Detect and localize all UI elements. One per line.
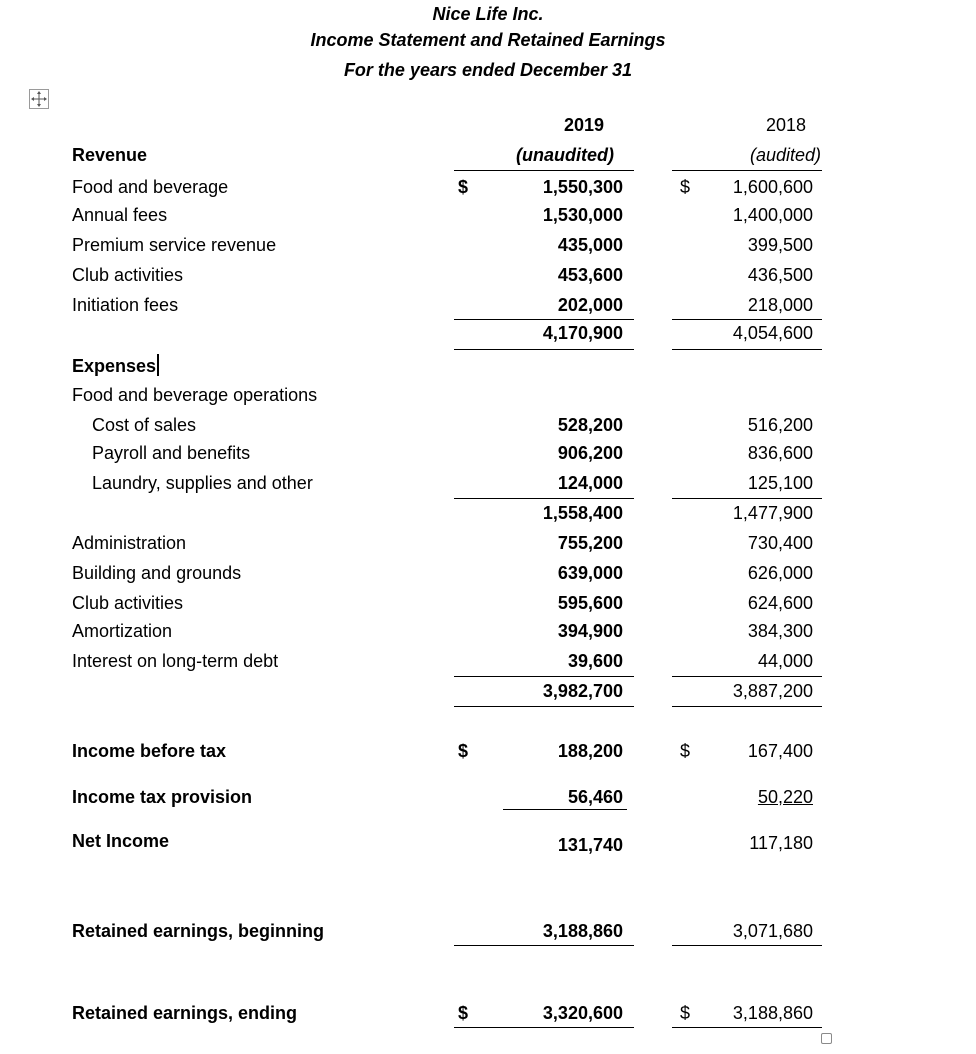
expense-row-label: Interest on long-term debt xyxy=(72,651,279,671)
re-ending-2018: 3,188,860 xyxy=(732,1003,813,1023)
revenue-row-2019: 202,000 xyxy=(557,295,623,315)
revenue-row-label: Premium service revenue xyxy=(72,235,277,255)
fb-subtotal-rule-2018 xyxy=(672,498,822,499)
net-income-label: Net Income xyxy=(72,831,170,851)
re-beginning-rule-2019 xyxy=(454,945,634,946)
expense-row-label: Amortization xyxy=(72,621,173,641)
expenses-heading xyxy=(72,354,159,377)
fb-total-2018: 1,477,900 xyxy=(732,503,813,523)
re-ending-2019: 3,320,600 xyxy=(542,1003,623,1023)
revenue-row-2019: 1,550,300 xyxy=(542,177,623,197)
expense-row-2018: 730,400 xyxy=(747,533,813,553)
fb-row-2018: 516,200 xyxy=(747,415,813,435)
expense-row-2018: 384,300 xyxy=(747,621,813,641)
income-before-tax-2018: 167,400 xyxy=(747,741,813,761)
tax-provision-label: Income tax provision xyxy=(72,787,253,807)
revenue-total-rule-2018 xyxy=(672,349,822,350)
revenue-row-2018: 436,500 xyxy=(747,265,813,285)
revenue-row-label: Initiation fees xyxy=(72,295,179,315)
currency-symbol: $ xyxy=(458,741,469,761)
net-income-2018: 117,180 xyxy=(749,833,813,853)
revenue-total-2018: 4,054,600 xyxy=(732,323,813,343)
column-header-2019: 2019 xyxy=(563,115,604,135)
expense-row-2019: 394,900 xyxy=(557,621,623,641)
expenses-total-2019: 3,982,700 xyxy=(542,681,623,701)
expenses-total-2018: 3,887,200 xyxy=(732,681,813,701)
re-ending-rule-2018 xyxy=(672,1027,822,1028)
expense-row-2019: 595,600 xyxy=(557,593,623,613)
expense-row-2018: 44,000 xyxy=(757,651,813,671)
fb-operations-heading: Food and beverage operations xyxy=(72,385,318,405)
revenue-row-2018: 218,000 xyxy=(747,295,813,315)
fb-row-label: Payroll and benefits xyxy=(92,443,251,463)
revenue-subtotal-rule-2018 xyxy=(672,319,822,320)
expense-row-2019: 39,600 xyxy=(567,651,623,671)
table-resize-handle-icon[interactable] xyxy=(821,1033,832,1044)
expense-row-label: Building and grounds xyxy=(72,563,242,583)
currency-symbol: $ xyxy=(458,1003,469,1023)
header-underline-2018 xyxy=(672,170,822,171)
revenue-row-2018: 1,600,600 xyxy=(732,177,813,197)
column-note-2019: (unaudited) xyxy=(516,145,614,165)
expense-row-2019: 639,000 xyxy=(557,563,623,583)
currency-symbol: $ xyxy=(680,1003,691,1023)
tax-provision-2018: 50,220 xyxy=(757,787,813,807)
re-ending-label: Retained earnings, ending xyxy=(72,1003,298,1023)
revenue-total-rule-2019 xyxy=(454,349,634,350)
expenses-subtotal-rule-2019 xyxy=(454,676,634,677)
fb-row-2019: 528,200 xyxy=(557,415,623,435)
fb-row-2019: 124,000 xyxy=(557,473,623,493)
statement-period: For the years ended December 31 xyxy=(343,60,633,80)
column-note-2018: (audited) xyxy=(749,145,821,165)
column-header-2018: 2018 xyxy=(765,115,806,135)
net-income-2019: 131,740 xyxy=(557,835,623,855)
re-beginning-label: Retained earnings, beginning xyxy=(72,921,325,941)
fb-total-2019: 1,558,400 xyxy=(542,503,623,523)
re-beginning-2019: 3,188,860 xyxy=(542,921,623,941)
expense-row-label: Administration xyxy=(72,533,187,553)
fb-row-2019: 906,200 xyxy=(557,443,623,463)
revenue-row-2018: 399,500 xyxy=(747,235,813,255)
revenue-row-2018: 1,400,000 xyxy=(732,205,813,225)
currency-symbol: $ xyxy=(680,741,691,761)
income-before-tax-2019: 188,200 xyxy=(557,741,623,761)
revenue-row-label: Club activities xyxy=(72,265,184,285)
expense-row-2019: 755,200 xyxy=(557,533,623,553)
expenses-total-rule-2019 xyxy=(454,706,634,707)
income-before-tax-label: Income before tax xyxy=(72,741,227,761)
currency-symbol: $ xyxy=(458,177,469,197)
fb-row-label: Laundry, supplies and other xyxy=(92,473,313,493)
re-beginning-rule-2018 xyxy=(672,945,822,946)
re-beginning-2018: 3,071,680 xyxy=(732,921,813,941)
revenue-row-label: Annual fees xyxy=(72,205,168,225)
statement-title: Income Statement and Retained Earnings xyxy=(310,30,666,50)
expense-row-2018: 626,000 xyxy=(747,563,813,583)
fb-subtotal-rule-2019 xyxy=(454,498,634,499)
revenue-subtotal-rule-2019 xyxy=(454,319,634,320)
revenue-total-2019: 4,170,900 xyxy=(542,323,623,343)
table-move-handle-icon[interactable] xyxy=(29,89,49,109)
expense-row-label: Club activities xyxy=(72,593,184,613)
expense-row-2018: 624,600 xyxy=(747,593,813,613)
revenue-row-2019: 1,530,000 xyxy=(542,205,623,225)
tax-provision-rule-2019 xyxy=(503,809,627,810)
fb-row-2018: 125,100 xyxy=(747,473,813,493)
fb-row-2018: 836,600 xyxy=(747,443,813,463)
revenue-row-label: Food and beverage xyxy=(72,177,229,197)
company-name: Nice Life Inc. xyxy=(432,4,544,24)
expenses-subtotal-rule-2018 xyxy=(672,676,822,677)
revenue-row-2019: 453,600 xyxy=(557,265,623,285)
currency-symbol: $ xyxy=(680,177,691,197)
re-ending-rule-2019 xyxy=(454,1027,634,1028)
header-underline-2019 xyxy=(454,170,634,171)
text-cursor xyxy=(157,354,159,376)
fb-row-label: Cost of sales xyxy=(92,415,197,435)
revenue-row-2019: 435,000 xyxy=(557,235,623,255)
tax-provision-2019: 56,460 xyxy=(567,787,623,807)
revenue-heading: Revenue xyxy=(72,145,148,165)
expenses-heading-text: Expenses xyxy=(72,356,157,376)
expenses-total-rule-2018 xyxy=(672,706,822,707)
